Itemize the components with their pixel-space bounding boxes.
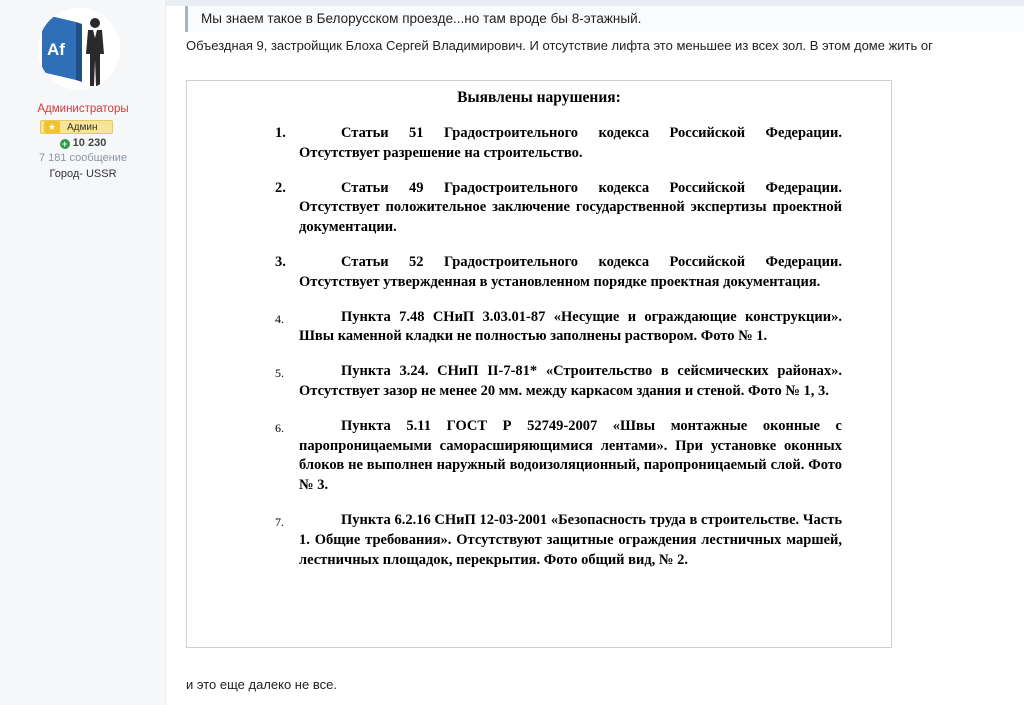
- item-number: 7.: [275, 514, 284, 529]
- avatar-text: Af: [47, 40, 65, 59]
- author-city: Город- USSR: [49, 168, 117, 180]
- violation-item: [277, 417, 842, 496]
- violation-item: [277, 179, 842, 238]
- item-number: 5.: [275, 366, 284, 381]
- plus-circle-icon: +: [60, 139, 70, 149]
- violation-item: [277, 362, 842, 402]
- item-number: 6.: [275, 420, 284, 435]
- post-count: 7 181 сообщение: [38, 152, 128, 164]
- item-text: Статьи 52 Градостроительного кодекса Российской Федерации. Отсутствует утвержденная в установленном порядке проектная документация.: [299, 253, 842, 290]
- violation-item: [277, 511, 842, 570]
- violations-list: [277, 124, 842, 585]
- reputation-value: 10 230: [72, 137, 107, 149]
- item-text: Статьи 51 Градостроительного кодекса Российской Федерации. Отсутствует разрешение на строительство.: [299, 125, 842, 161]
- post-text-footer: и это еще далеко не все.: [186, 677, 337, 692]
- violation-item: [277, 124, 842, 164]
- item-text: Пункта 3.24. СНиП II-7-81* «Строительство в сейсмических районах». Отсутствует зазор не менее 20 мм. между каркасом здания и стеной. Фото № 1, 3.: [299, 363, 842, 399]
- reputation[interactable]: [0, 137, 166, 149]
- author-panel: [0, 0, 166, 705]
- item-text: Статьи 49 Градостроительного кодекса Российской Федерации. Отсутствует положительное заключение государственной экспертизы проектной документации.: [299, 179, 842, 236]
- item-text: Пункта 7.48 СНиП 3.03.01-87 «Несущие и ограждающие конструкции». Швы каменной кладки не полностью заполнены раствором. Фото № 1.: [299, 308, 842, 345]
- item-text: Пункта 5.11 ГОСТ Р 52749-2007 «Швы монтажные оконные с паропроницаемыми саморасширяющимися лентами». При установке оконных блоков не выполнен наружный водоизоляционный, паропроницаемый слой. Фото № 3.: [299, 417, 842, 494]
- attached-document-image[interactable]: [186, 80, 892, 648]
- violation-item: [277, 253, 842, 293]
- item-number: 4.: [275, 311, 284, 326]
- star-icon: ★: [44, 121, 60, 133]
- role-badge: [40, 120, 113, 134]
- quote-block: [185, 6, 1024, 32]
- item-number: 2.: [275, 179, 286, 196]
- item-number: 1.: [275, 125, 286, 141]
- avatar-image: [38, 8, 120, 90]
- document-title: Выявлены нарушения:: [457, 89, 621, 106]
- post-text-line: Объездная 9, застройщик Блоха Сергей Владимирович. И отсутствие лифта это меньшее из всех зол. В этом доме жить ог: [186, 38, 933, 53]
- item-text: Пункта 6.2.16 СНиП 12-03-2001 «Безопасность труда в строительстве. Часть 1. Общие требования». Отсутствуют защитные ограждения лестничных маршей, лестничных площадок, перекрытия. Фото общий вид, № 2.: [299, 511, 842, 568]
- quote-text: Мы знаем такое в Белорусском проезде...но там вроде бы 8-этажный.: [201, 11, 642, 26]
- avatar[interactable]: [38, 8, 120, 90]
- role-badge-label: Админ: [67, 121, 98, 133]
- group-name[interactable]: Администраторы: [37, 103, 129, 115]
- item-number: 3.: [275, 253, 286, 270]
- violation-item: [277, 308, 842, 348]
